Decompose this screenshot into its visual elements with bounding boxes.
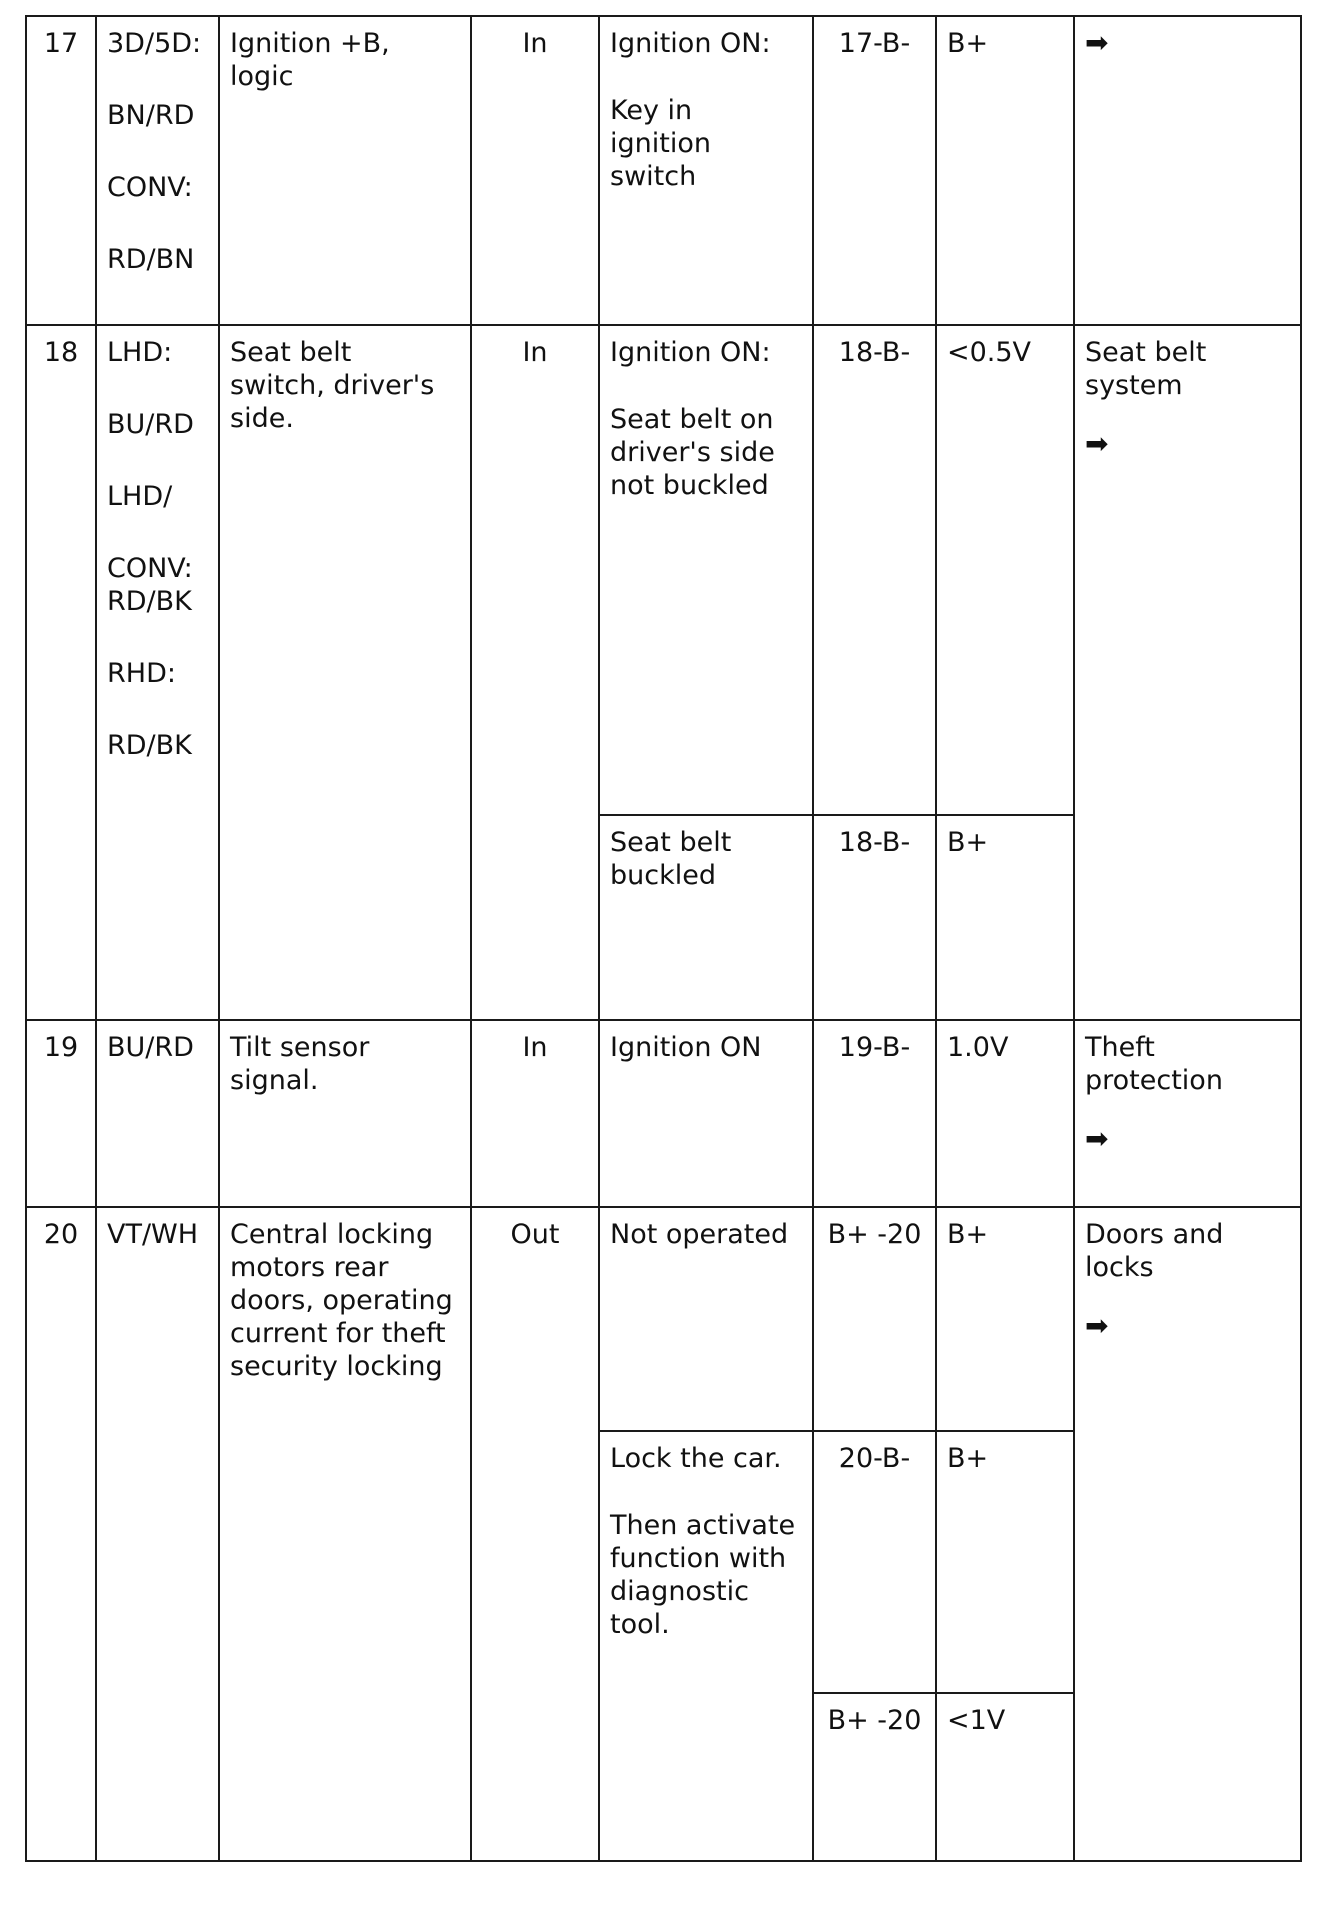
wire-colour: RD/BN <box>107 244 195 275</box>
table-row <box>26 325 1301 815</box>
pin-number: 17 <box>26 16 96 325</box>
arrow-right-icon[interactable]: ➡ <box>1085 26 1109 59</box>
reference-line: system <box>1085 370 1183 401</box>
condition-line: driver's side <box>610 437 775 468</box>
table-row <box>26 1020 1301 1207</box>
condition-cell <box>599 325 813 815</box>
description-line: security locking <box>230 1351 443 1382</box>
description-line: Central locking <box>230 1219 434 1250</box>
condition-line: Ignition ON: <box>610 28 771 59</box>
condition-cell <box>599 1431 813 1861</box>
wire-colour: LHD/ <box>107 481 173 512</box>
signal-direction: In <box>471 16 599 325</box>
condition-line: Not operated <box>610 1219 789 1250</box>
description-line: side. <box>230 403 294 434</box>
reference-line: locks <box>1085 1252 1154 1283</box>
reference-cell <box>1074 1020 1301 1207</box>
nominal-value: <1V <box>936 1693 1074 1861</box>
condition-line: tool. <box>610 1609 670 1640</box>
pin-number: 19 <box>26 1020 96 1207</box>
description-line: logic <box>230 61 294 92</box>
condition-line: Ignition ON: <box>610 337 771 368</box>
wire-colour-cell <box>96 16 219 325</box>
nominal-value: B+ <box>936 815 1074 1020</box>
description-cell <box>219 1207 471 1861</box>
signal-direction: In <box>471 325 599 1020</box>
arrow-right-icon[interactable]: ➡ <box>1085 1122 1109 1155</box>
wire-colour: RHD: <box>107 658 176 689</box>
wire-colour-cell <box>96 325 219 1020</box>
condition-line: Key in <box>610 95 693 126</box>
condition-cell <box>599 16 813 325</box>
description-line: Ignition +B, <box>230 28 390 59</box>
wire-colour: BN/RD <box>107 100 195 131</box>
arrow-right-icon[interactable]: ➡ <box>1085 1309 1109 1342</box>
signal-direction: Out <box>471 1207 599 1861</box>
reference-line: protection <box>1085 1065 1223 1096</box>
pin-number: 18 <box>26 325 96 1020</box>
condition-line: Ignition ON <box>610 1032 762 1063</box>
condition-line: Seat belt <box>610 827 732 858</box>
condition-line: Seat belt on <box>610 404 774 435</box>
wire-colour: LHD: <box>107 337 173 368</box>
reference-cell <box>1074 1207 1301 1861</box>
condition-line: diagnostic <box>610 1576 749 1607</box>
wire-colour: CONV: <box>107 553 193 584</box>
nominal-value: B+ <box>936 1207 1074 1431</box>
description-cell <box>219 16 471 325</box>
description-line: doors, operating <box>230 1285 453 1316</box>
description-line: Seat belt <box>230 337 352 368</box>
wire-colour: RD/BK <box>107 730 192 761</box>
measure-point: B+ -20 <box>813 1207 936 1431</box>
condition-cell <box>599 815 813 1020</box>
description-cell <box>219 325 471 1020</box>
measure-point: 17-B- <box>813 16 936 325</box>
reference-line: Doors and <box>1085 1219 1224 1250</box>
description-line: Tilt sensor <box>230 1032 370 1063</box>
nominal-value: 1.0V <box>936 1020 1074 1207</box>
table-row <box>26 16 1301 325</box>
wire-colour: RD/BK <box>107 586 192 617</box>
pin-number: 20 <box>26 1207 96 1861</box>
measure-point: 18-B- <box>813 325 936 815</box>
nominal-value: B+ <box>936 1431 1074 1693</box>
nominal-value: B+ <box>936 16 1074 325</box>
measure-point: B+ -20 <box>813 1693 936 1861</box>
condition-cell <box>599 1207 813 1431</box>
wire-colour-cell <box>96 1207 219 1861</box>
pin-assignment-table <box>25 15 1302 1862</box>
reference-line: Theft <box>1085 1032 1155 1063</box>
condition-line: ignition <box>610 128 711 159</box>
description-line: current for theft <box>230 1318 446 1349</box>
description-line: motors rear <box>230 1252 389 1283</box>
reference-line: Seat belt <box>1085 337 1207 368</box>
measure-point: 19-B- <box>813 1020 936 1207</box>
wire-colour: BU/RD <box>107 1032 194 1063</box>
condition-line: Lock the car. <box>610 1443 782 1474</box>
description-line: switch, driver's <box>230 370 435 401</box>
measure-point: 20-B- <box>813 1431 936 1693</box>
signal-direction: In <box>471 1020 599 1207</box>
condition-cell <box>599 1020 813 1207</box>
wire-colour: CONV: <box>107 172 193 203</box>
table-row <box>26 1207 1301 1431</box>
reference-cell <box>1074 16 1301 325</box>
condition-line: not buckled <box>610 470 769 501</box>
condition-line: Then activate <box>610 1510 796 1541</box>
measure-point: 18-B- <box>813 815 936 1020</box>
wire-colour-cell <box>96 1020 219 1207</box>
wire-colour: 3D/5D: <box>107 28 202 59</box>
condition-line: function with <box>610 1543 787 1574</box>
wire-colour: VT/WH <box>107 1219 199 1250</box>
wire-colour: BU/RD <box>107 409 194 440</box>
description-line: signal. <box>230 1065 319 1096</box>
description-cell <box>219 1020 471 1207</box>
arrow-right-icon[interactable]: ➡ <box>1085 427 1109 460</box>
condition-line: switch <box>610 161 697 192</box>
reference-cell <box>1074 325 1301 1020</box>
condition-line: buckled <box>610 860 716 891</box>
nominal-value: <0.5V <box>936 325 1074 815</box>
